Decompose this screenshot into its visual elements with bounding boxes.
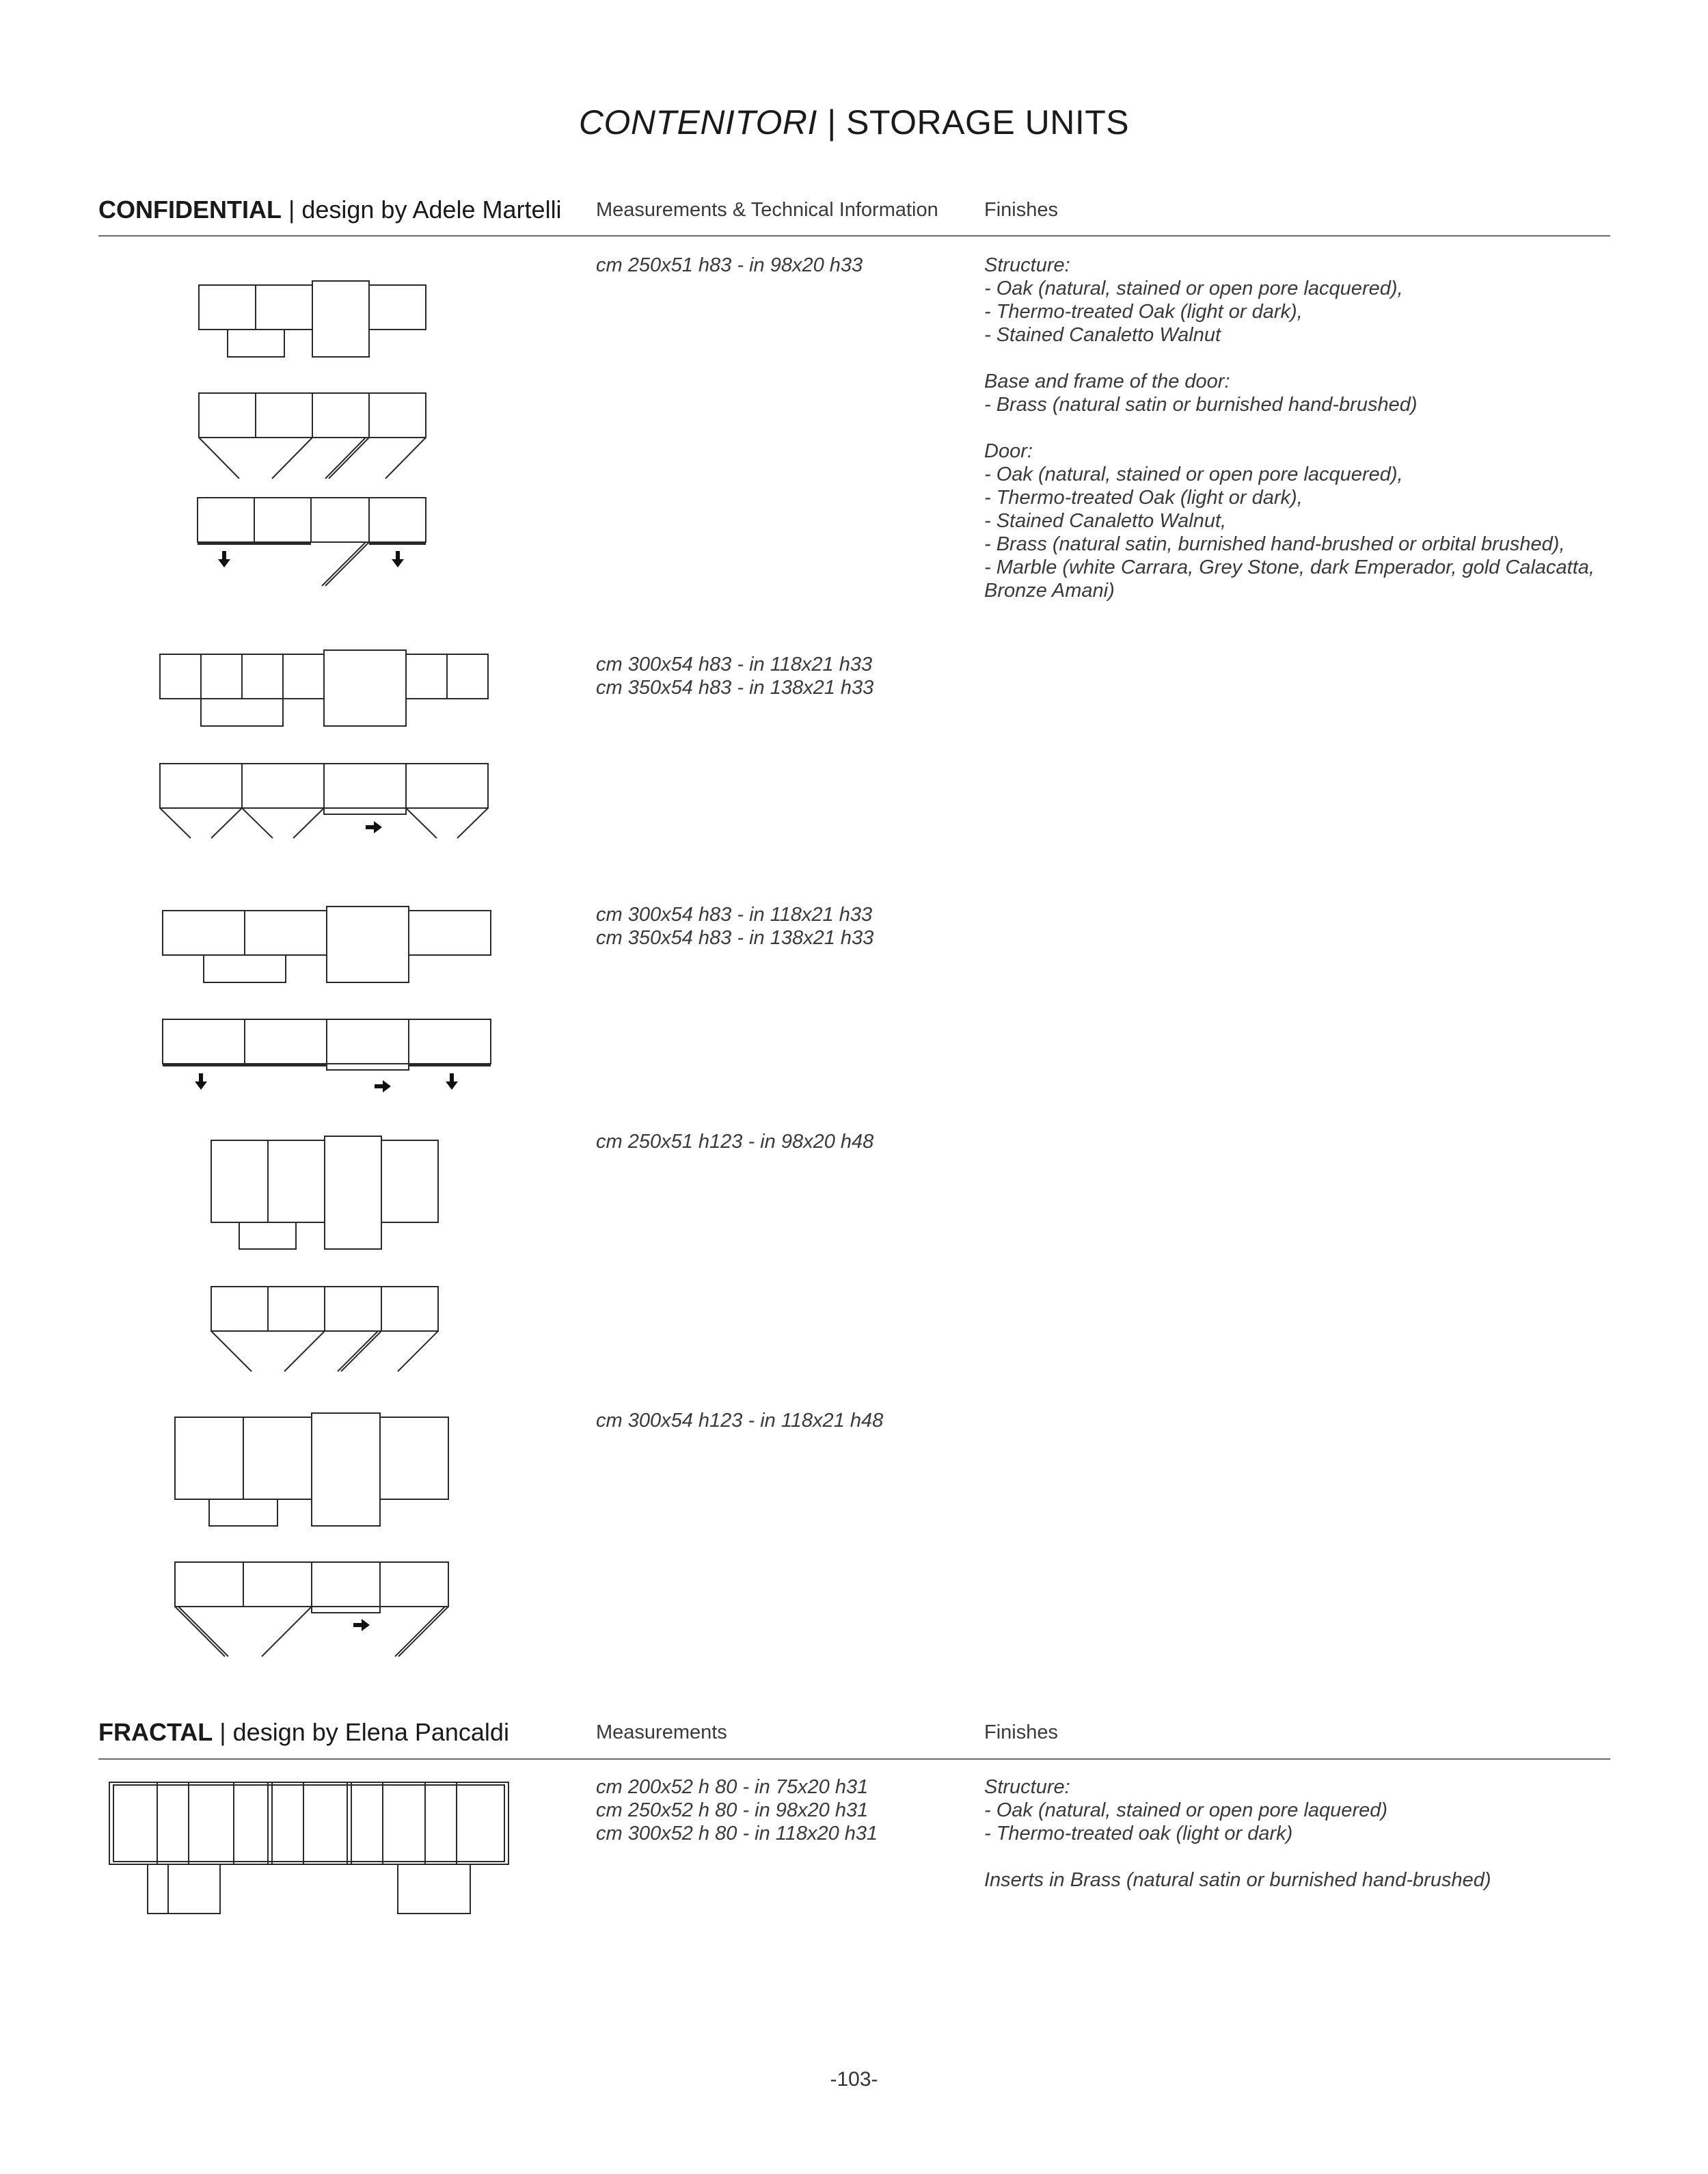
- finish-line: - Stained Canaletto Walnut: [984, 324, 1221, 346]
- measurement-line: cm 250x51 h83 - in 98x20 h33: [596, 254, 863, 276]
- page-number: -103-: [830, 2068, 878, 2091]
- finish-line: - Thermo-treated oak (light or dark): [984, 1823, 1293, 1844]
- measurement-line: cm 300x52 h 80 - in 118x20 h31: [596, 1823, 878, 1844]
- finish-line: Structure:: [984, 254, 1070, 276]
- page-title-italic: CONTENITORI: [578, 103, 817, 142]
- measurement-line: cm 300x54 h123 - in 118x21 h48: [596, 1410, 884, 1432]
- finish-line: - Oak (natural, stained or open pore lacquered),: [984, 278, 1403, 299]
- fractal-designer: design by Elena Pancaldi: [232, 1718, 509, 1746]
- fractal-name: FRACTAL: [98, 1718, 213, 1746]
- confidential-300-tall-top-view: [175, 1413, 448, 1526]
- finish-line: - Oak (natural, stained or open pore lacquered),: [984, 464, 1403, 485]
- finish-line: Door:: [984, 440, 1033, 462]
- confidential-250-tall-open-doors-view: [211, 1287, 438, 1371]
- page-title-rest: STORAGE UNITS: [846, 103, 1130, 142]
- confidential-separator: |: [281, 196, 302, 224]
- fractal-separator: |: [213, 1718, 233, 1746]
- finish-line: - Brass (natural satin, burnished hand-brushed or orbital brushed),: [984, 533, 1565, 555]
- measurement-line: cm 250x52 h 80 - in 98x20 h31: [596, 1799, 869, 1821]
- finish-line: - Stained Canaletto Walnut,: [984, 510, 1227, 532]
- fractal-top-view: [109, 1782, 509, 1914]
- measurement-line: cm 300x54 h83 - in 118x21 h33: [596, 654, 873, 675]
- confidential-300-tall-open-doors-view: [175, 1562, 448, 1656]
- measurement-line: cm 350x54 h83 - in 138x21 h33: [596, 677, 874, 699]
- finish-line: - Thermo-treated Oak (light or dark),: [984, 301, 1303, 323]
- confidential-250-top-view: [199, 281, 426, 357]
- page-title-separator: |: [817, 103, 847, 142]
- fractal-finishes-header: Finishes: [984, 1721, 1058, 1743]
- finish-line: Structure:: [984, 1776, 1070, 1798]
- fractal-measurements-header: Measurements: [596, 1721, 727, 1743]
- finish-line: - Oak (natural, stained or open pore laquered): [984, 1799, 1388, 1821]
- confidential-name: CONFIDENTIAL: [98, 196, 282, 224]
- finish-line: Inserts in Brass (natural satin or burnished hand-brushed): [984, 1869, 1491, 1891]
- finish-line: Bronze Amani): [984, 580, 1115, 602]
- finish-line: Base and frame of the door:: [984, 371, 1230, 392]
- confidential-designer: design by Adele Martelli: [301, 196, 562, 224]
- confidential-250-open-doors-view: [199, 393, 426, 479]
- confidential-300-sliding-top-view: [163, 907, 491, 982]
- confidential-finishes-header: Finishes: [984, 199, 1058, 221]
- finish-line: - Marble (white Carrara, Grey Stone, dark Emperador, gold Calacatta,: [984, 556, 1595, 578]
- measurement-line: cm 200x52 h 80 - in 75x20 h31: [596, 1776, 869, 1798]
- confidential-300-open-doors-view: [160, 764, 488, 838]
- confidential-300-top-view: [160, 650, 488, 726]
- measurement-line: cm 300x54 h83 - in 118x21 h33: [596, 904, 873, 926]
- finish-line: - Brass (natural satin or burnished hand-brushed): [984, 394, 1418, 416]
- confidential-300-sliding-front-view: [163, 1019, 491, 1092]
- measurement-line: cm 350x54 h83 - in 138x21 h33: [596, 927, 874, 949]
- confidential-measurements-header: Measurements & Technical Information: [596, 199, 938, 221]
- confidential-250-tall-top-view: [211, 1136, 438, 1249]
- measurement-line: cm 250x51 h123 - in 98x20 h48: [596, 1131, 874, 1153]
- finish-line: - Thermo-treated Oak (light or dark),: [984, 487, 1303, 509]
- confidential-250-sliding-view: [198, 498, 426, 586]
